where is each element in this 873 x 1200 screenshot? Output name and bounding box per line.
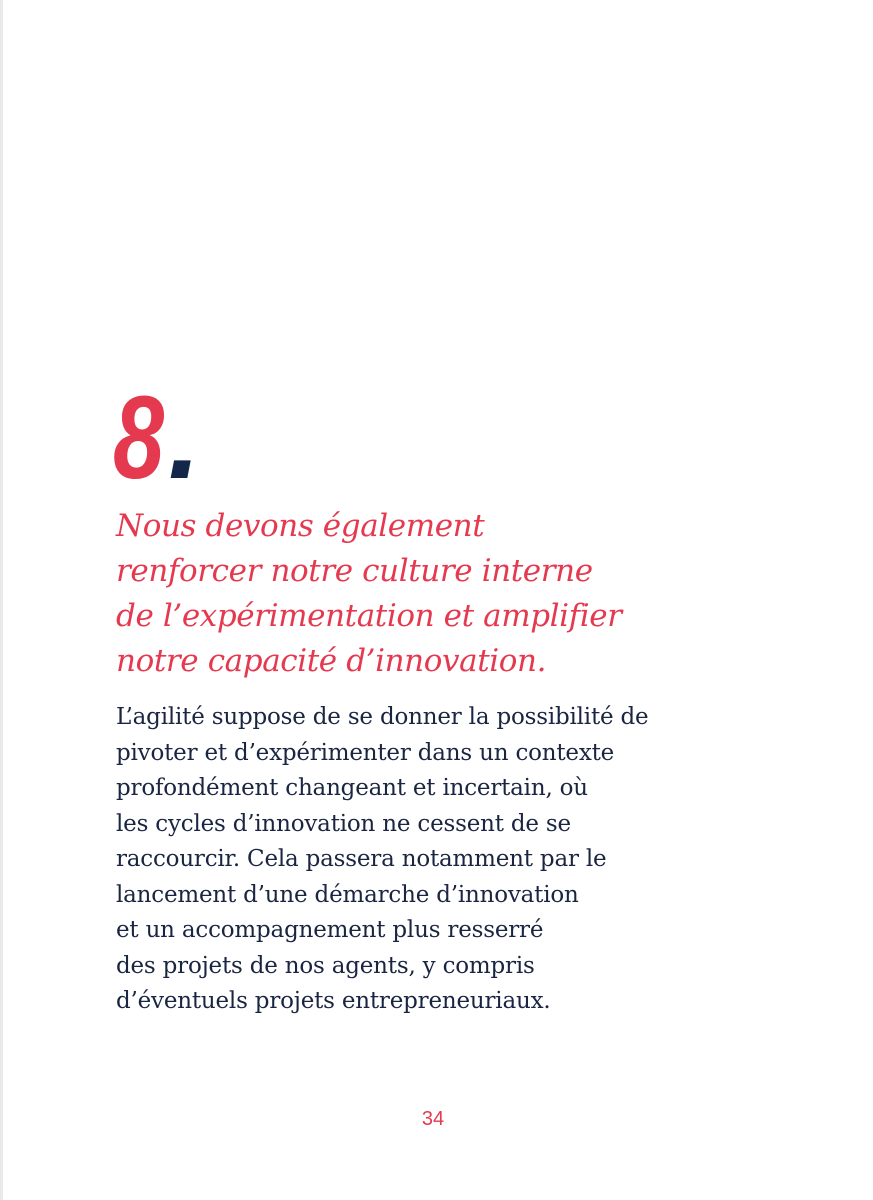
- body-line: pivoter et d’expérimenter dans un contexte: [116, 739, 615, 766]
- headline-line: notre capacité d’innovation.: [116, 643, 547, 679]
- body-line: raccourcir. Cela passera notamment par le: [116, 846, 607, 872]
- headline-line: Nous devons également: [116, 508, 485, 544]
- section-number: [113, 372, 197, 504]
- body-line: des projets de nos agents, y compris: [116, 952, 535, 979]
- body-line: profondément changeant et incertain, où: [116, 775, 588, 801]
- page-number: 34: [421, 1108, 445, 1130]
- body-line: et un accompagnement plus resserré: [116, 917, 544, 943]
- body-line: L’agilité suppose de se donner la possibilité de: [116, 704, 649, 730]
- headline-line: de l’expérimentation et amplifier: [116, 598, 622, 634]
- section-headline: [116, 504, 836, 684]
- section-number-dot: .: [168, 372, 197, 504]
- body-line: d’éventuels projets entrepreneuriaux.: [116, 988, 551, 1014]
- section-number-digit: 8: [113, 372, 162, 504]
- body-line: les cycles d’innovation ne cessent de se: [116, 810, 571, 837]
- headline-line: renforcer notre culture interne: [116, 553, 593, 589]
- body-paragraph: [116, 700, 816, 1020]
- document-page: [3, 0, 873, 1200]
- body-line: lancement d’une démarche d’innovation: [116, 881, 579, 908]
